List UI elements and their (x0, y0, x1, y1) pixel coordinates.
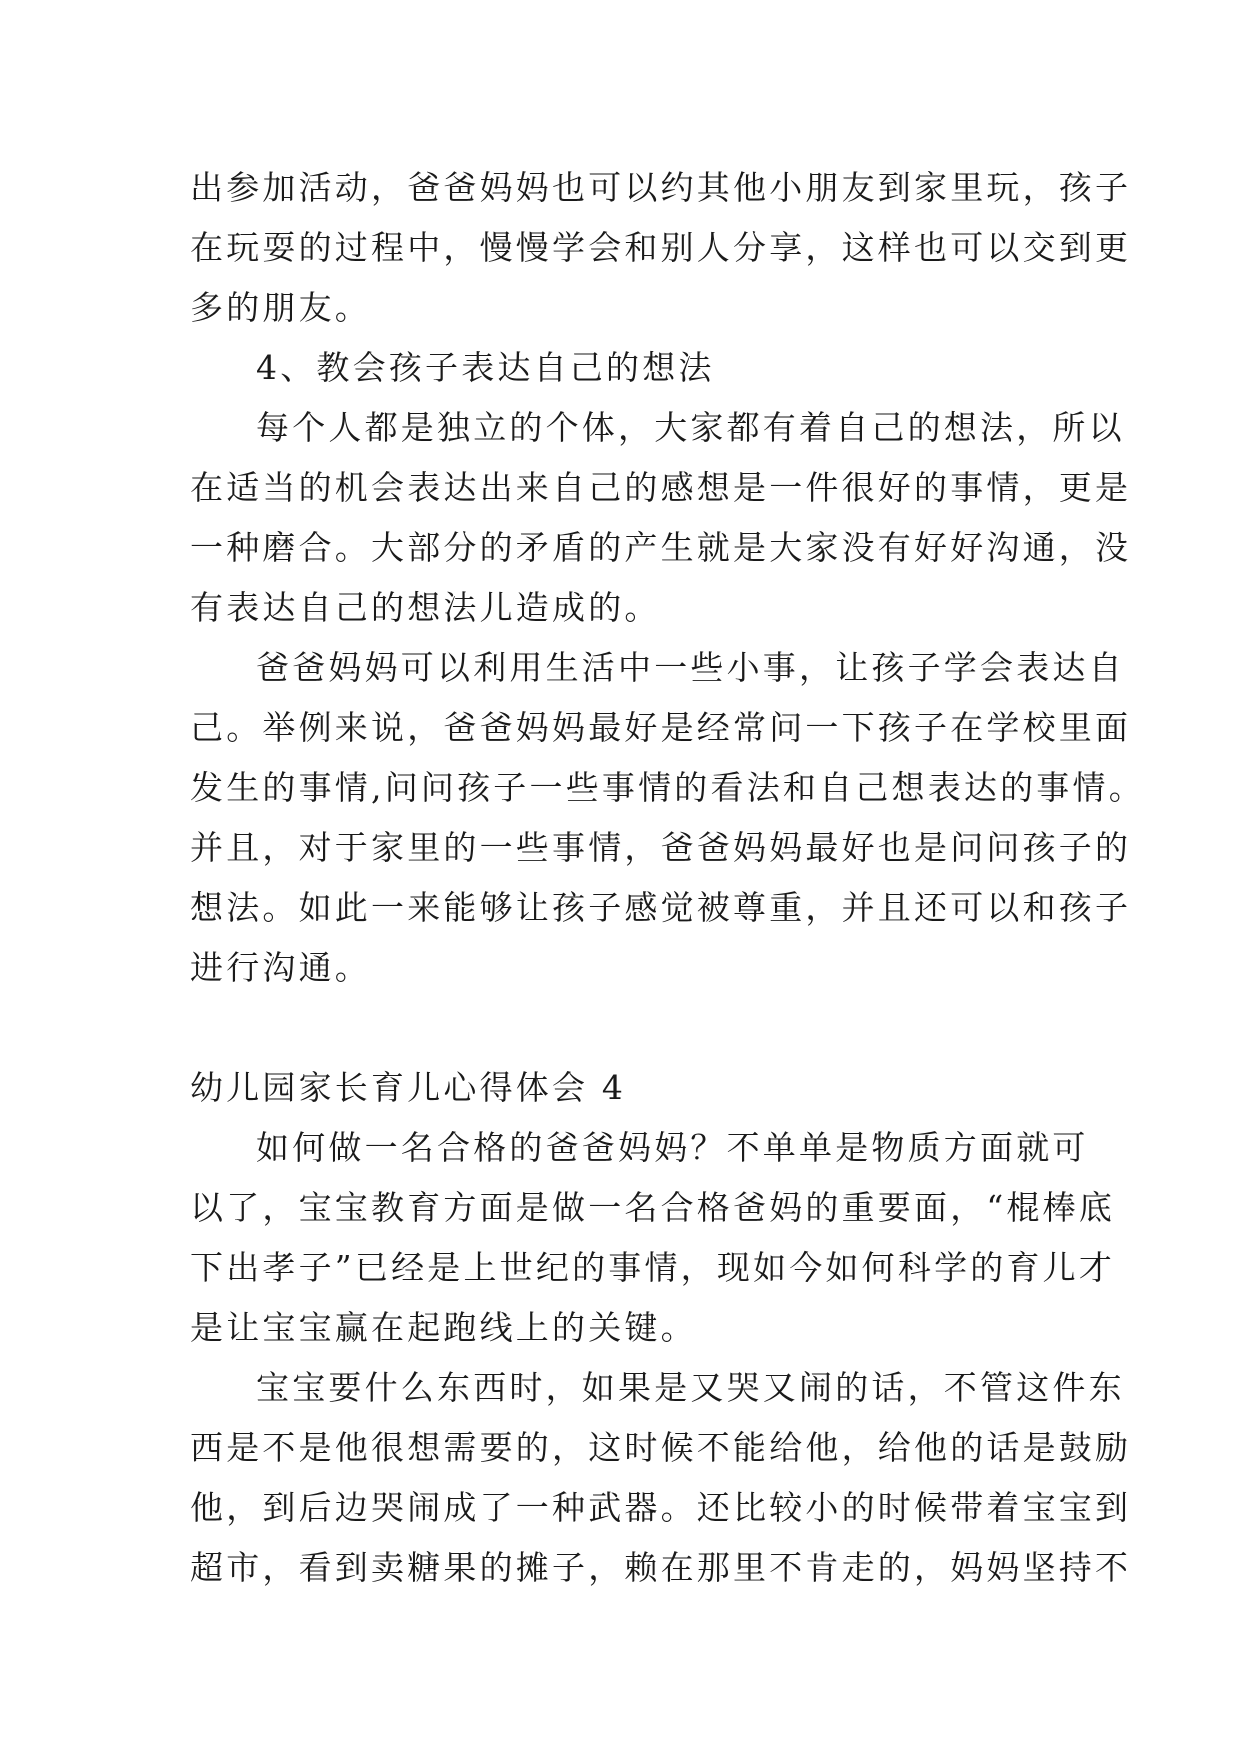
body-line: 发生的事情,问问孩子一些事情的看法和自己想表达的事情。 (190, 768, 1145, 807)
body-line: 在适当的机会表达出来自己的感想是一件很好的事情，更是 (190, 468, 1132, 507)
body-line: 多的朋友。 (190, 288, 371, 327)
body-line: 己。举例来说，爸爸妈妈最好是经常问一下孩子在学校里面 (190, 708, 1132, 747)
article-title: 幼儿园家长育儿心得体会 4 (190, 1068, 627, 1107)
body-line: 如何做一名合格的爸爸妈妈？不单单是物质方面就可 (256, 1128, 1089, 1167)
body-line: 进行沟通。 (190, 948, 371, 987)
body-line: 他，到后边哭闹成了一种武器。还比较小的时候带着宝宝到 (190, 1488, 1132, 1527)
body-line: 并且，对于家里的一些事情，爸爸妈妈最好也是问问孩子的 (190, 828, 1132, 867)
body-line: 每个人都是独立的个体，大家都有着自己的想法，所以 (256, 408, 1125, 447)
body-line: 是让宝宝赢在起跑线上的关键。 (190, 1308, 697, 1347)
body-line: 西是不是他很想需要的，这时候不能给他，给他的话是鼓励 (190, 1428, 1132, 1467)
body-line: 有表达自己的想法儿造成的。 (190, 588, 661, 627)
body-line: 在玩耍的过程中，慢慢学会和别人分享，这样也可以交到更 (190, 228, 1132, 267)
body-line: 宝宝要什么东西时，如果是又哭又闹的话，不管这件东 (256, 1368, 1125, 1407)
body-line: 下出孝子”已经是上世纪的事情，现如今如何科学的育儿才 (190, 1248, 1116, 1287)
body-line: 出参加活动，爸爸妈妈也可以约其他小朋友到家里玩，孩子 (190, 168, 1132, 207)
body-line: 一种磨合。大部分的矛盾的产生就是大家没有好好沟通，没 (190, 528, 1132, 567)
section-heading: 4、教会孩子表达自己的想法 (256, 348, 715, 387)
body-line: 以了，宝宝教育方面是做一名合格爸妈的重要面，“棍棒底 (190, 1188, 1116, 1227)
body-line: 爸爸妈妈可以利用生活中一些小事，让孩子学会表达自 (256, 648, 1125, 687)
body-line: 想法。如此一来能够让孩子感觉被尊重，并且还可以和孩子 (190, 888, 1132, 927)
body-line: 超市，看到卖糖果的摊子，赖在那里不肯走的，妈妈坚持不 (190, 1548, 1132, 1587)
